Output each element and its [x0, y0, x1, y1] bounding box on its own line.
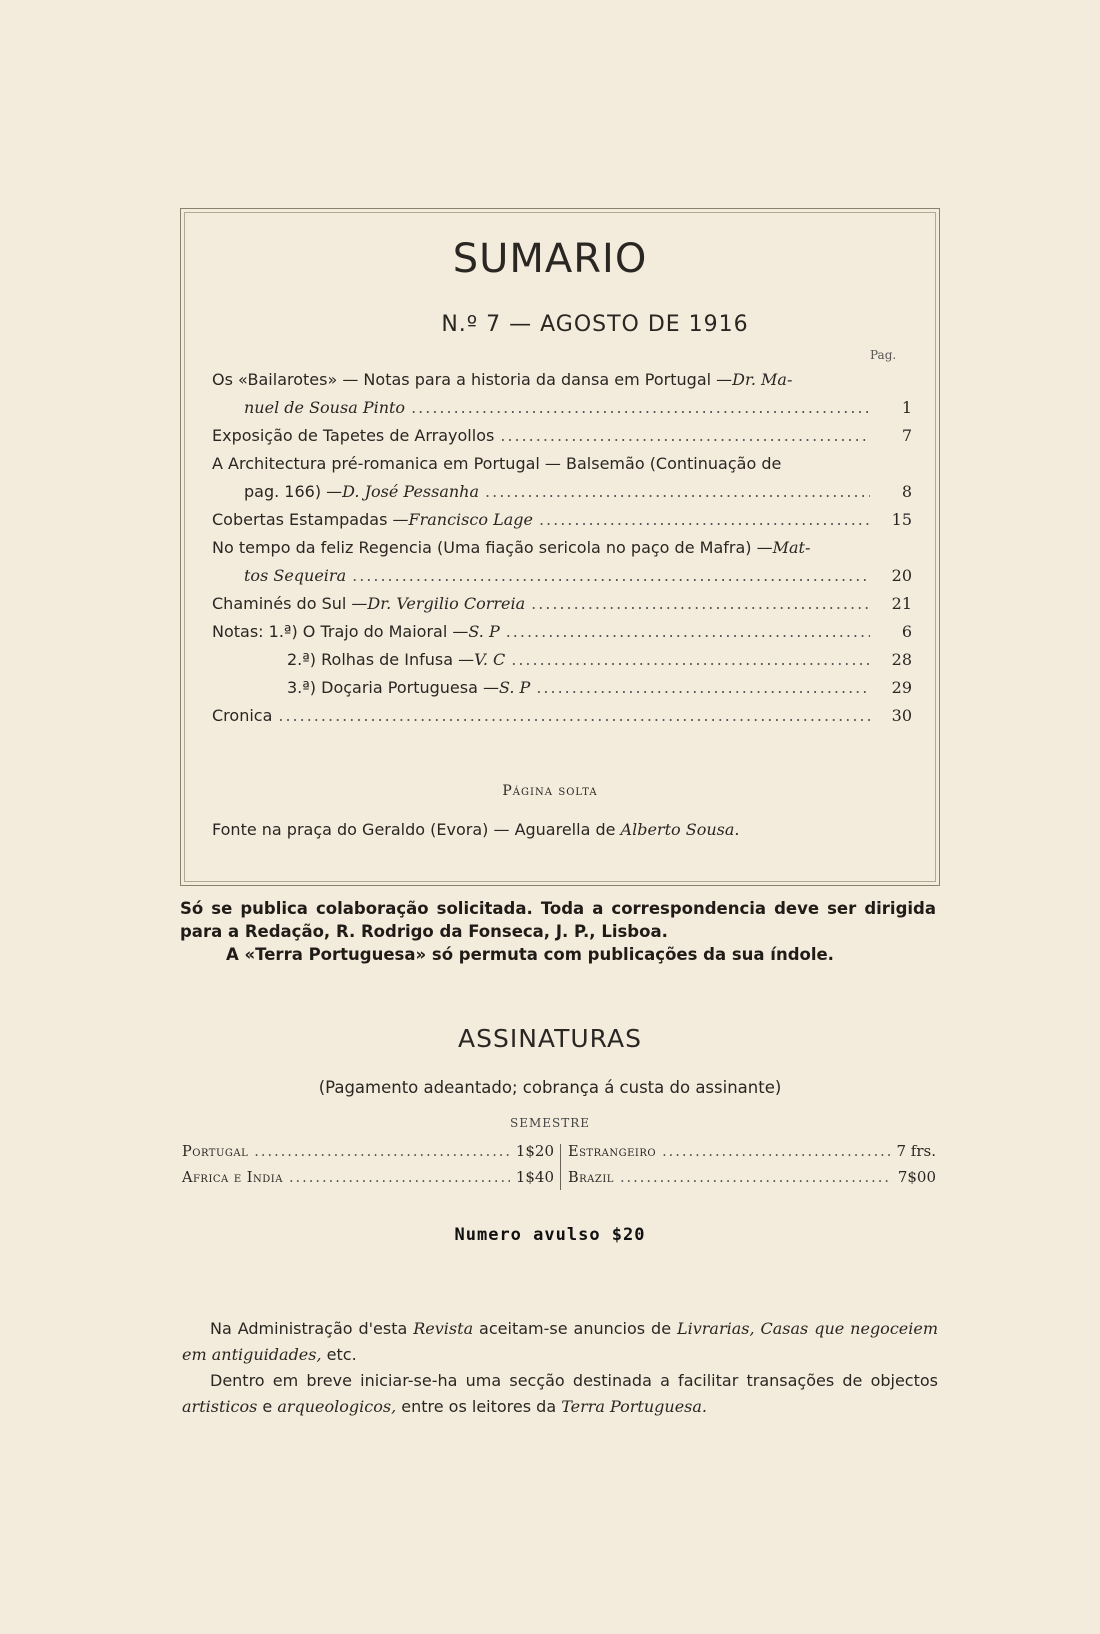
price-leader [254, 1144, 510, 1160]
administration-notice [182, 1316, 938, 1420]
admin-paragraph-section [182, 1368, 938, 1420]
toc-author: Dr. Vergilio Correia [367, 594, 526, 613]
region-name: Portugal [182, 1144, 249, 1160]
toc-text: pag. 166) — [244, 482, 343, 501]
toc-text: Notas: 1.ª) O Trajo do Maioral — [212, 622, 469, 641]
table-of-contents [212, 370, 912, 734]
toc-author: Dr. Ma- [732, 370, 793, 389]
price-row [568, 1142, 936, 1168]
toc-row [212, 398, 912, 426]
region-price: 1$40 [515, 1168, 554, 1186]
toc-author: tos Sequeira [244, 566, 347, 585]
region-name: Africa e India [182, 1170, 283, 1186]
toc-leader [278, 706, 870, 725]
region-price: 7 frs. [896, 1142, 936, 1160]
region-name: Estrangeiro [568, 1144, 657, 1160]
admin-italic: Revista [413, 1319, 474, 1338]
toc-text: 3.ª) Doçaria Portuguesa — [287, 678, 499, 697]
toc-page-number: 1 [901, 398, 912, 417]
toc-leader [536, 678, 870, 697]
issue-line [0, 312, 1100, 337]
toc-text: A Architectura pré-romanica em Portugal — Balsemão (Continuação de [212, 454, 782, 473]
toc-author: S. P [498, 678, 531, 697]
notice-exchange: A «Terra Portuguesa» só permuta com publicações da sua índole. [226, 945, 834, 964]
subscriptions-title: ASSINATURAS [458, 1024, 642, 1053]
page-column-label: Pag. [870, 348, 897, 362]
toc-row [212, 510, 912, 538]
toc-author: S. P [468, 622, 500, 641]
price-column-foreign [568, 1142, 936, 1194]
price-row [182, 1168, 554, 1194]
toc-page-number: 21 [891, 594, 912, 613]
admin-italic: artisticos [182, 1397, 258, 1416]
toc-text: Cronica [212, 706, 273, 725]
price-leader [289, 1170, 510, 1186]
admin-italic: arqueologicos, [277, 1397, 397, 1416]
price-leader [662, 1144, 890, 1160]
loose-page-line [212, 820, 739, 839]
toc-page-number: 30 [891, 706, 912, 725]
admin-text: aceitam-se anuncios de [473, 1319, 677, 1338]
toc-page-number: 29 [891, 678, 912, 697]
toc-page-number: 7 [901, 426, 912, 445]
summary-title: SUMARIO [452, 236, 648, 282]
toc-row [212, 706, 912, 734]
price-leader [620, 1170, 892, 1186]
region-name: Brazil [568, 1170, 614, 1186]
admin-italic: Livrarias, Casas que negoceiem em antiguidades, [182, 1319, 938, 1364]
admin-text: entre os leitores da [396, 1397, 562, 1416]
toc-row [212, 538, 912, 566]
toc-author: Mat- [772, 538, 811, 557]
toc-author: nuel de Sousa Pinto [244, 398, 406, 417]
toc-row [212, 622, 912, 650]
toc-row [212, 566, 912, 594]
toc-text: Os «Bailarotes» — Notas para a historia da dansa em Portugal — [212, 370, 733, 389]
toc-leader [531, 594, 870, 613]
issue-text: N.º 7 — AGOSTO DE 1916 [441, 312, 749, 337]
price-divider [560, 1144, 561, 1190]
admin-text: Na Administração d'esta [210, 1319, 414, 1338]
toc-author: D. José Pessanha [342, 482, 480, 501]
price-column-domestic [182, 1142, 554, 1194]
admin-text: etc. [321, 1345, 357, 1364]
price-table [182, 1142, 936, 1194]
loose-page-text: Fonte na praça do Geraldo (Evora) — Aguarella de [212, 820, 621, 839]
toc-leader [352, 566, 870, 585]
toc-text: Chaminés do Sul — [212, 594, 368, 613]
toc-author: V. C [474, 650, 506, 669]
admin-text: Dentro em breve iniciar-se-ha uma secção destinada a facilitar transações de objectos [210, 1371, 938, 1390]
toc-page-number: 28 [891, 650, 912, 669]
admin-text: e [257, 1397, 278, 1416]
toc-row [212, 426, 912, 454]
toc-row [212, 650, 912, 678]
toc-text: Exposição de Tapetes de Arrayollos [212, 426, 495, 445]
toc-text: 2.ª) Rolhas de Infusa — [287, 650, 475, 669]
toc-row [212, 678, 912, 706]
loose-page-author: Alberto Sousa. [620, 820, 740, 839]
toc-page-number: 6 [901, 622, 912, 641]
admin-paragraph-ads [182, 1316, 938, 1368]
toc-leader [506, 622, 870, 641]
editorial-notice [180, 897, 936, 966]
toc-page-number: 8 [901, 482, 912, 501]
subscriptions-subtitle: (Pagamento adeantado; cobrança á custa do assinante) [318, 1078, 782, 1097]
subscription-period: SEMESTRE [509, 1116, 591, 1130]
single-issue-price: Numero avulso $20 [454, 1225, 646, 1245]
admin-italic: Terra Portuguesa. [561, 1397, 708, 1416]
toc-page-number: 15 [891, 510, 912, 529]
loose-page-heading: Página solta [502, 783, 598, 799]
toc-row [212, 454, 912, 482]
toc-leader [411, 398, 870, 417]
notice-correspondence: Só se publica colaboração solicitada. Toda a correspondencia deve ser dirigida para a Redação, R. Rodrigo da Fonseca, J. P., Lisboa. [180, 899, 936, 941]
toc-author: Francisco Lage [408, 510, 533, 529]
toc-leader [500, 426, 870, 445]
price-row [568, 1168, 936, 1194]
toc-leader [485, 482, 870, 501]
region-price: 7$00 [897, 1168, 936, 1186]
toc-row [212, 370, 912, 398]
toc-row [212, 482, 912, 510]
region-price: 1$20 [515, 1142, 554, 1160]
toc-leader [539, 510, 870, 529]
toc-text: Cobertas Estampadas — [212, 510, 409, 529]
toc-page-number: 20 [891, 566, 912, 585]
toc-text: No tempo da feliz Regencia (Uma fiação sericola no paço de Mafra) — [212, 538, 773, 557]
toc-row [212, 594, 912, 622]
toc-leader [511, 650, 870, 669]
price-row [182, 1142, 554, 1168]
